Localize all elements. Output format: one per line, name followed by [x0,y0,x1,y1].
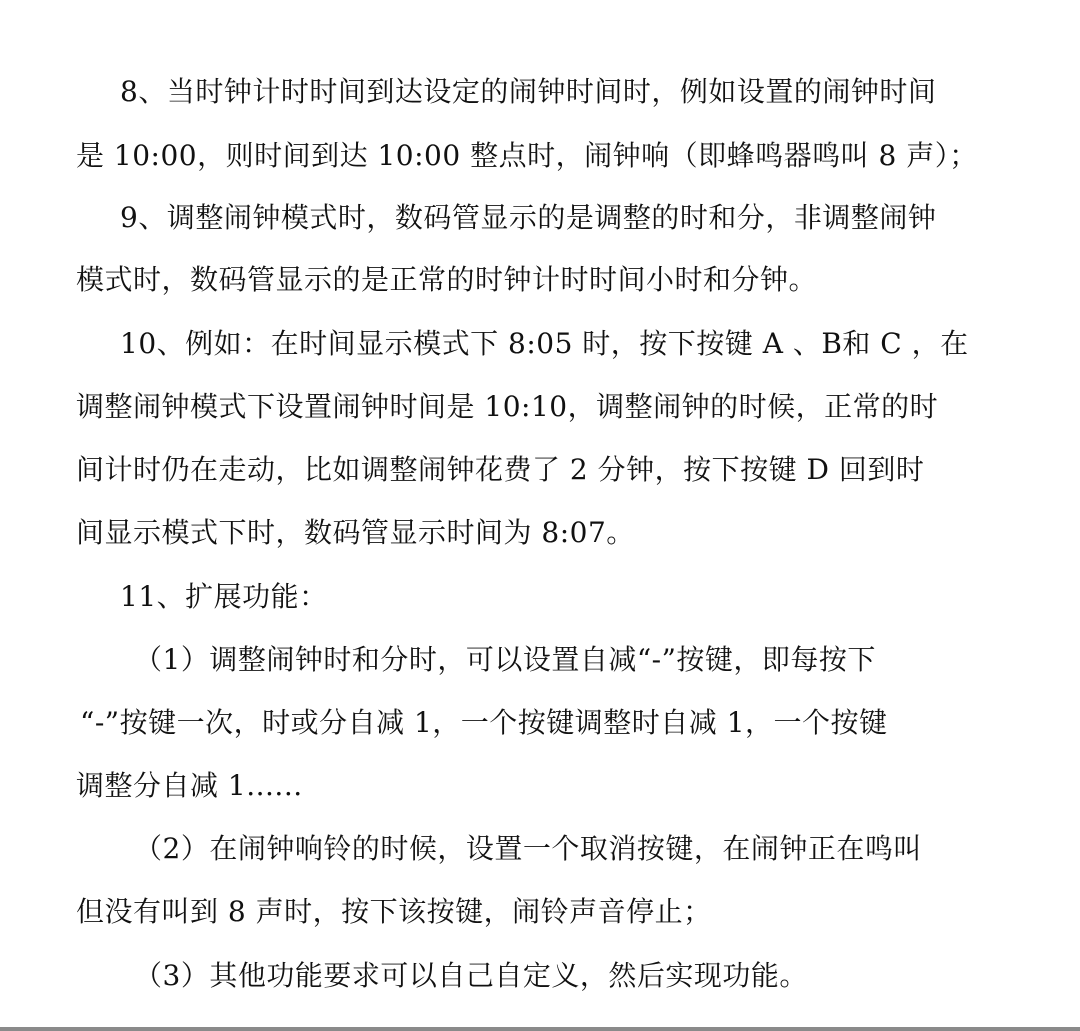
text-line-item-11-heading: 11、扩展功能： [120,580,328,613]
text-line-sub-3: （3）其他功能要求可以自己自定义，然后实现功能。 [134,959,808,992]
text-line-item-9-cont: 模式时，数码管显示的是正常的时钟计时时间小时和分钟。 [76,263,818,296]
text-line-sub-2: （2）在闹钟响铃的时候，设置一个取消按键，在闹钟正在鸣叫 [134,832,922,865]
text-line-item-8-cont: 是 10:00，则时间到达 10:00 整点时，闹钟响（即蜂鸣器鸣叫 8 声）； [76,139,978,172]
text-line-item-10-cont-1: 调整闹钟模式下设置闹钟时间是 10:10，调整闹钟的时候，正常的时 [76,390,939,423]
text-line-item-10-cont-3: 间显示模式下时，数码管显示时间为 8:07。 [76,516,635,549]
page-bottom-border [0,1027,1080,1031]
text-line-item-9: 9、调整闹钟模式时，数码管显示的是调整的时和分，非调整闹钟 [120,201,937,234]
text-line-sub-2-cont: 但没有叫到 8 声时，按下该按键，闹铃声音停止； [76,895,712,928]
text-line-item-10-cont-2: 间计时仍在走动，比如调整闹钟花费了 2 分钟，按下按键 D 回到时 [76,453,925,486]
text-line-sub-1: （1）调整闹钟时和分时，可以设置自减“-”按键，即每按下 [134,643,876,676]
text-line-sub-1-cont-1: “-”按键一次，时或分自减 1，一个按键调整时自减 1，一个按键 [80,706,888,739]
text-line-sub-1-cont-2: 调整分自减 1...... [76,769,303,802]
text-line-item-10: 10、例如：在时间显示模式下 8:05 时，按下按键 A 、B和 C ，在 [120,327,969,360]
text-line-item-8: 8、当时钟计时时间到达设定的闹钟时间时，例如设置的闹钟时间 [120,75,937,108]
